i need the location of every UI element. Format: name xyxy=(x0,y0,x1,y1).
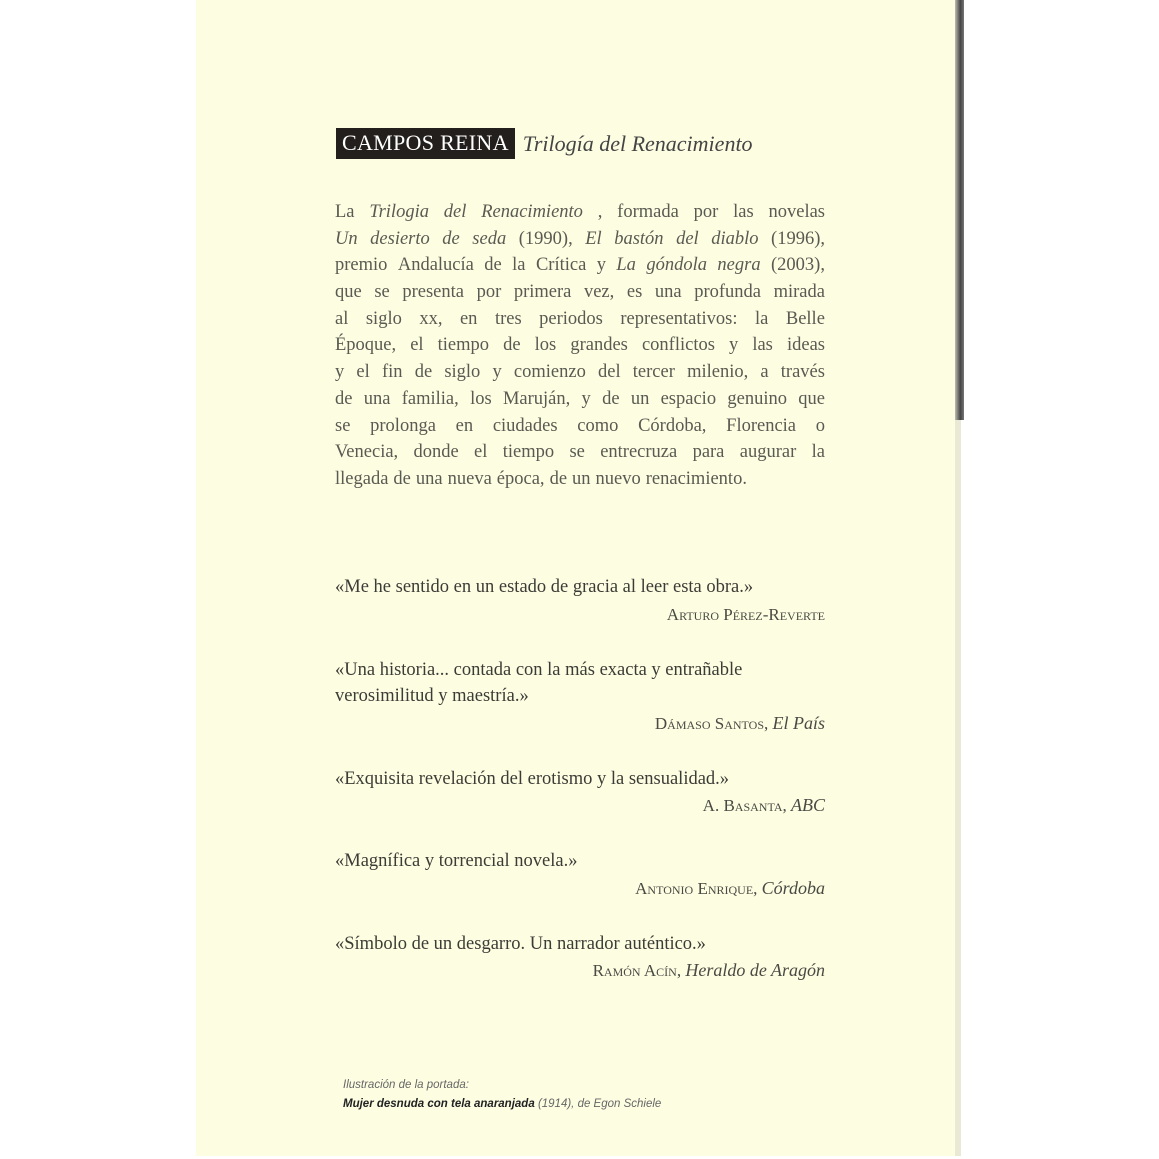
synopsis-word: Venecia, xyxy=(335,442,399,463)
quote-author: Arturo Pérez-Reverte xyxy=(666,604,825,624)
synopsis-word: prolonga xyxy=(370,415,436,436)
synopsis-word: y xyxy=(596,255,606,276)
synopsis-word: , xyxy=(597,202,603,222)
synopsis-word: conflictos xyxy=(641,335,715,356)
synopsis-line xyxy=(335,466,825,493)
quote-author: A. Basanta, xyxy=(702,796,787,815)
synopsis-word: nuevo xyxy=(595,468,641,489)
series-header xyxy=(336,128,753,159)
synopsis-word: desierto xyxy=(370,228,430,249)
synopsis-word: la xyxy=(512,255,526,276)
synopsis-word: como xyxy=(577,415,619,436)
synopsis-line xyxy=(335,332,825,359)
synopsis-line xyxy=(335,413,825,440)
synopsis-word: y xyxy=(335,362,345,383)
synopsis-word: tiempo xyxy=(502,442,555,463)
synopsis-word: Trilogia xyxy=(369,202,429,222)
synopsis-word: las xyxy=(733,202,754,222)
synopsis-word: Córdoba, xyxy=(638,415,707,436)
quote-text: «Me he sentido en un estado de gracia al leer esta obra.» xyxy=(335,577,754,597)
synopsis-word: el xyxy=(410,335,424,356)
synopsis-word: nueva xyxy=(447,468,492,489)
synopsis-line xyxy=(335,359,825,386)
synopsis-word: diablo xyxy=(711,228,759,249)
quote-author: Ramón Acín, xyxy=(592,961,682,980)
synopsis-word: el xyxy=(356,362,370,383)
synopsis-word: del xyxy=(598,362,621,383)
synopsis-word: que xyxy=(798,388,825,409)
synopsis-word: Renacimiento xyxy=(481,202,583,222)
book-page-edge xyxy=(955,420,961,1156)
synopsis-word: La xyxy=(335,202,355,222)
synopsis-word: Belle xyxy=(785,308,825,329)
synopsis-word: de xyxy=(393,468,411,489)
review-quote xyxy=(335,931,825,985)
synopsis-word: negra xyxy=(717,255,761,276)
synopsis-word: del xyxy=(676,228,699,249)
synopsis-word: Crítica xyxy=(535,255,587,276)
synopsis-word: el xyxy=(474,442,488,463)
synopsis-word: se xyxy=(374,282,390,303)
synopsis-word: El xyxy=(585,228,602,249)
quote-publication: Heraldo de Aragón xyxy=(685,960,825,980)
synopsis-line xyxy=(335,252,825,279)
quote-text: «Símbolo de un desgarro. Un narrador auténtico.» xyxy=(335,933,706,954)
quote-source xyxy=(335,792,825,819)
synopsis-word: una xyxy=(415,468,443,489)
author-badge: CAMPOS REINA xyxy=(336,128,515,159)
synopsis-word: formada xyxy=(617,202,679,222)
synopsis-word: al xyxy=(335,308,349,329)
synopsis-word: vez, xyxy=(583,282,615,303)
synopsis-word: por xyxy=(476,282,502,303)
synopsis-word: ciudades xyxy=(492,415,558,436)
synopsis-word: ideas xyxy=(786,335,825,356)
book-spine-edge xyxy=(955,0,964,420)
quote-source xyxy=(335,957,825,984)
synopsis-word: de xyxy=(414,362,433,383)
synopsis-word: bastón xyxy=(614,228,664,249)
synopsis-word: la xyxy=(755,308,769,329)
synopsis-word: en xyxy=(455,415,474,436)
synopsis-word: La xyxy=(616,255,636,276)
synopsis-word: xx, xyxy=(419,308,443,329)
synopsis-word: Époque, xyxy=(335,335,397,356)
synopsis-word: de xyxy=(602,388,620,409)
synopsis-line xyxy=(335,199,825,226)
synopsis-word: y xyxy=(581,388,591,409)
synopsis-word: una xyxy=(654,282,682,303)
synopsis-word: de xyxy=(503,335,521,356)
synopsis-word: Maruján, xyxy=(502,388,571,409)
synopsis-line xyxy=(335,306,825,333)
synopsis-word: donde xyxy=(413,442,459,463)
synopsis-word: los xyxy=(470,388,492,409)
synopsis-word: a xyxy=(760,362,769,383)
synopsis-word: de xyxy=(549,468,568,489)
synopsis-word: genuino xyxy=(727,388,787,409)
synopsis-word: la xyxy=(811,442,825,463)
quote-source xyxy=(335,601,825,628)
quote-source xyxy=(335,875,825,902)
synopsis-word: para xyxy=(692,442,725,463)
synopsis-word: las xyxy=(752,335,773,356)
synopsis-word: los xyxy=(534,335,557,356)
review-quotes xyxy=(335,574,825,1013)
synopsis-word: en xyxy=(459,308,478,329)
synopsis-word: fin xyxy=(381,362,403,383)
series-title: Trilogía del Renacimiento xyxy=(522,130,753,156)
synopsis-word: representativos: xyxy=(620,308,738,329)
quote-text: «Exquisita revelación del erotismo y la sensualidad.» xyxy=(335,768,730,789)
synopsis-word: siglo xyxy=(365,308,402,329)
synopsis-word: es xyxy=(626,282,643,303)
synopsis-word: augurar xyxy=(739,442,797,463)
review-quote xyxy=(335,657,825,737)
synopsis-word: y xyxy=(729,335,739,356)
synopsis-word: profunda xyxy=(694,282,761,303)
synopsis-word: (1996), xyxy=(771,228,825,249)
quote-publication: El País xyxy=(772,712,825,733)
synopsis-word: premio xyxy=(335,255,388,276)
synopsis-word: primera xyxy=(513,282,572,303)
synopsis-word: Florencia xyxy=(726,415,797,436)
synopsis-word: época, xyxy=(496,468,545,489)
synopsis-word: comienzo xyxy=(513,362,586,383)
synopsis-word: periodos xyxy=(539,308,603,329)
synopsis-word: tercer xyxy=(632,362,675,383)
synopsis-word: través xyxy=(780,362,825,383)
synopsis-line xyxy=(335,386,825,413)
credit-label: Ilustración de la portada: xyxy=(343,1079,469,1091)
synopsis-word: presenta xyxy=(402,282,464,303)
synopsis-word: (2003), xyxy=(771,255,825,276)
synopsis-word: Andalucía xyxy=(397,255,474,276)
credit-artwork: Mujer desnuda con tela anaranjada (1914), de Egon Schiele xyxy=(343,1098,662,1110)
quote-publication: ABC xyxy=(791,795,825,815)
synopsis-word: y xyxy=(492,362,502,383)
quote-source xyxy=(335,710,825,737)
synopsis-word: novelas xyxy=(768,202,825,222)
synopsis-word: una xyxy=(363,388,391,409)
quote-text: «Una historia... contada con la más exacta y entrañable verosimilitud y maestría.» xyxy=(335,659,743,706)
synopsis-word: renacimiento. xyxy=(645,468,747,489)
synopsis-word: del xyxy=(443,202,467,222)
cover-illustration-credit xyxy=(343,1076,661,1114)
synopsis-word: por xyxy=(693,202,719,222)
synopsis-word: (1990), xyxy=(518,228,573,249)
quote-publication: Córdoba xyxy=(761,877,825,898)
synopsis-word: se xyxy=(335,415,351,436)
synopsis-word: góndola xyxy=(646,255,707,276)
synopsis-word: grandes xyxy=(570,335,628,356)
synopsis-line xyxy=(335,226,825,253)
synopsis-word: de xyxy=(484,255,502,276)
synopsis-word: espacio xyxy=(660,388,717,409)
review-quote xyxy=(335,574,825,628)
quote-text: «Magnífica y torrencial novela.» xyxy=(335,851,578,871)
synopsis-word: que xyxy=(335,282,362,303)
synopsis-word: Un xyxy=(335,228,358,249)
review-quote xyxy=(335,766,825,820)
synopsis-word: o xyxy=(815,415,825,436)
synopsis-word: entrecruza xyxy=(600,442,678,463)
synopsis-word: un xyxy=(572,468,591,489)
synopsis-word: de xyxy=(442,228,460,249)
quote-author: Dámaso Santos, xyxy=(654,713,769,733)
synopsis-line xyxy=(335,439,825,466)
synopsis-word: tiempo xyxy=(437,335,490,356)
quote-author: Antonio Enrique, xyxy=(635,878,758,898)
synopsis-paragraph xyxy=(335,199,825,493)
review-quote xyxy=(335,848,825,902)
synopsis-word: seda xyxy=(472,228,507,249)
synopsis-word: mirada xyxy=(773,282,825,303)
synopsis-word: llegada xyxy=(335,468,389,489)
synopsis-word: tres xyxy=(494,308,522,329)
synopsis-word: se xyxy=(569,442,585,463)
synopsis-word: familia, xyxy=(401,388,459,409)
synopsis-line xyxy=(335,279,825,306)
synopsis-word: milenio, xyxy=(687,362,749,383)
synopsis-word: un xyxy=(630,388,650,409)
synopsis-word: de xyxy=(335,388,353,409)
synopsis-word: siglo xyxy=(444,362,481,383)
